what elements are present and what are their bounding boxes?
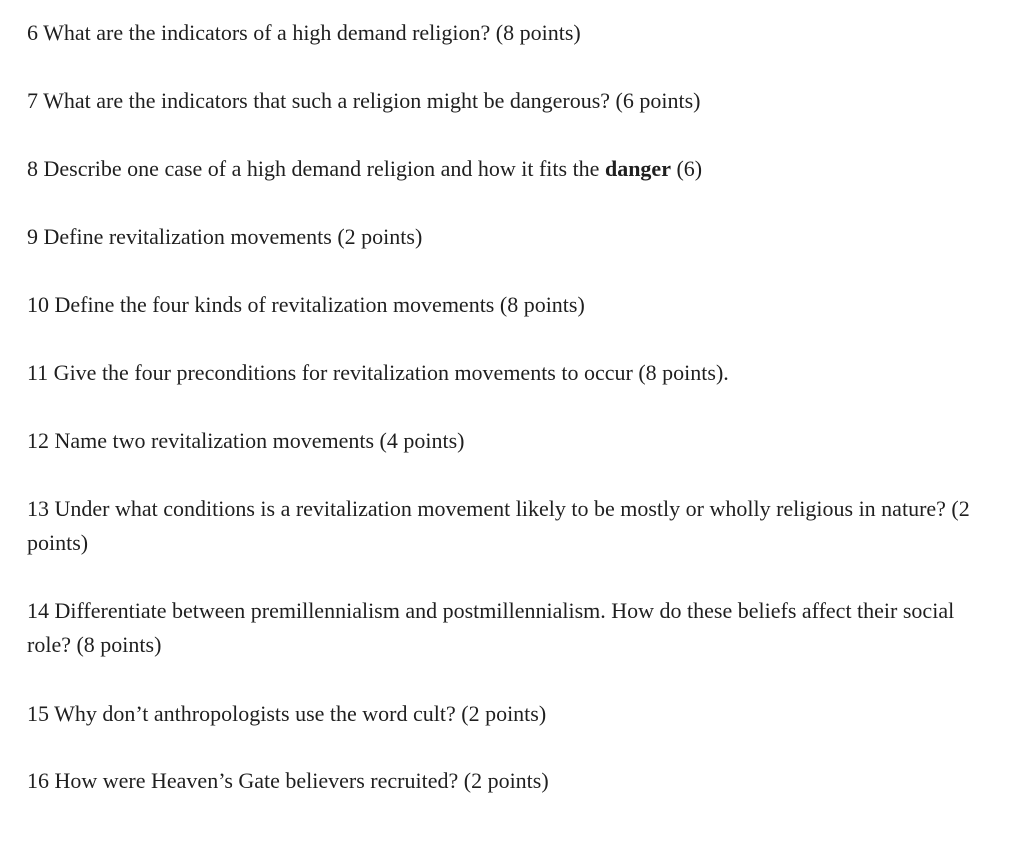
- question-10: 10 Define the four kinds of revitalization movements (8 points): [27, 292, 585, 317]
- question-13: 13 Under what conditions is a revitalization movement likely to be mostly or wholly religious in nature? (2 points): [27, 496, 970, 555]
- question-15: 15 Why don’t anthropologists use the word cult? (2 points): [27, 701, 547, 726]
- question-9: 9 Define revitalization movements (2 points): [27, 224, 423, 249]
- question-8: [27, 152, 702, 186]
- question-8-suffix: (6): [670, 156, 703, 181]
- question-7: 7 What are the indicators that such a religion might be dangerous? (6 points): [27, 88, 701, 113]
- question-14: 14 Differentiate between premillennialism and postmillennialism. How do these beliefs affect their social role? (8 points): [27, 598, 955, 657]
- question-11: 11 Give the four preconditions for revitalization movements to occur (8 points).: [27, 360, 729, 385]
- question-8-bold-word: danger: [604, 156, 671, 181]
- question-12: 12 Name two revitalization movements (4 points): [27, 428, 465, 453]
- question-8-text: 8 Describe one case of a high demand religion and how it fits the: [27, 156, 605, 181]
- question-6: 6 What are the indicators of a high demand religion? (8 points): [27, 20, 581, 45]
- question-16: 16 How were Heaven’s Gate believers recruited? (2 points): [27, 768, 549, 793]
